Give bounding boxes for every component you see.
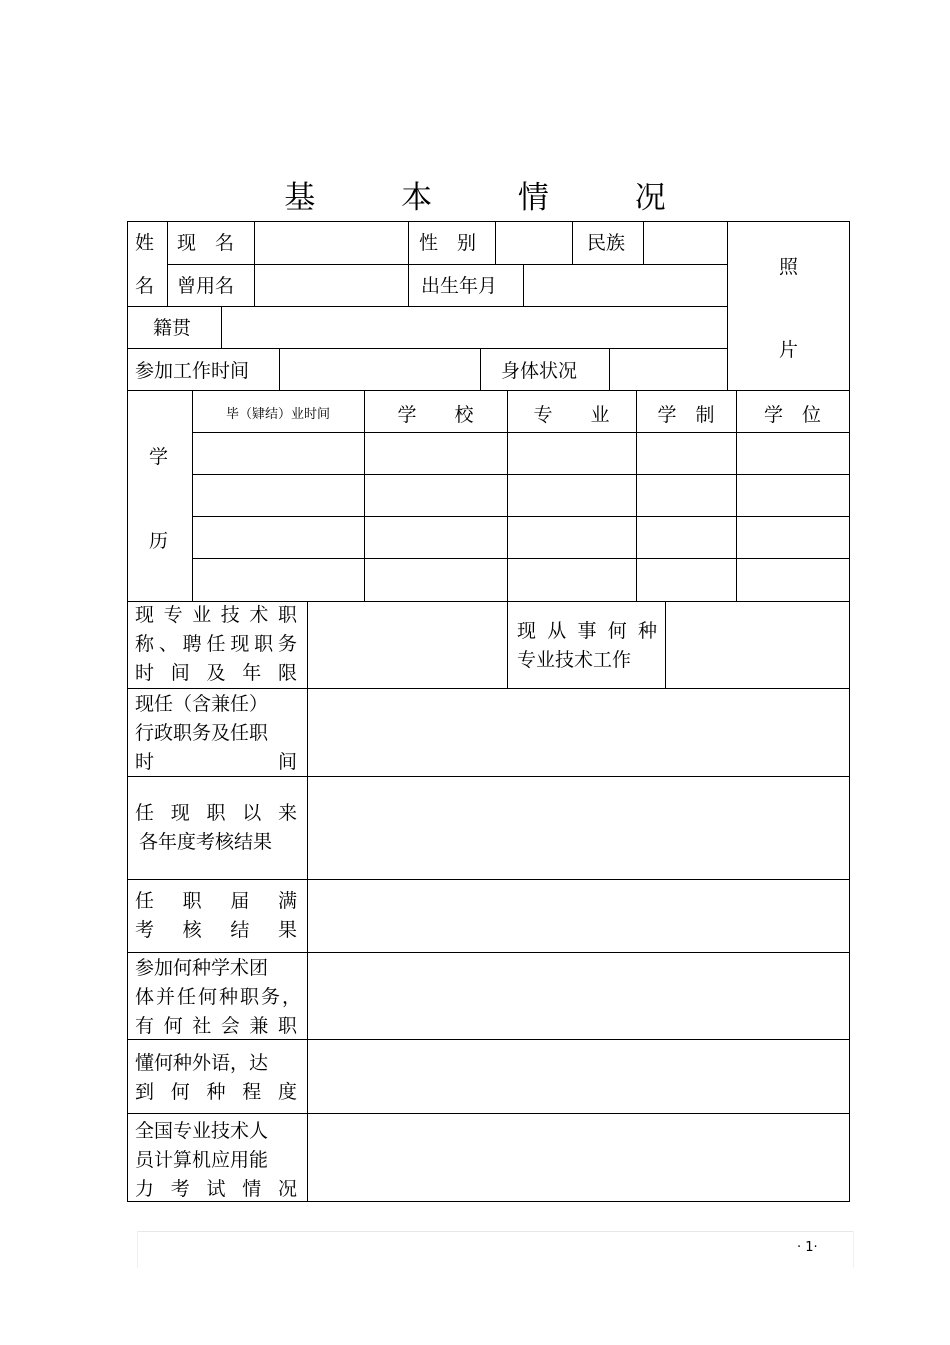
academic-label-2: 体并任何种职务， (135, 986, 301, 1008)
title-tenure-label-2: 称、聘任现职务 (135, 633, 297, 655)
term-review-label: 任 职 届 满 (135, 890, 297, 912)
title-tenure-label-3: 时 间 及 年 限 (135, 662, 297, 684)
degree-header: 学 位 (763, 404, 821, 426)
former-name-label: 曾用名 (177, 275, 235, 297)
work-start-label: 参加工作时间 (135, 360, 250, 382)
health-label: 身体状况 (501, 360, 578, 382)
annual-review-label-2: 各年度考核结果 (139, 831, 273, 853)
photo-label-2: 片 (779, 339, 799, 361)
gender-label: 性 别 (419, 232, 477, 254)
language-label-2: 到 何 种 程 度 (135, 1081, 297, 1103)
ethnicity-label: 民族 (587, 232, 626, 254)
native-place-label: 籍贯 (153, 317, 192, 339)
academic-label: 参加何种学术团 (135, 957, 269, 979)
education-label-2: 历 (149, 530, 169, 552)
computer-exam-label-3: 力 考 试 情 况 (135, 1178, 297, 1200)
page-footer (137, 1231, 854, 1268)
photo-label: 照 (779, 256, 799, 278)
term-review-label-2: 考 核 结 果 (135, 919, 297, 941)
page-title: 基 本 情 况 (284, 180, 704, 216)
duration-header: 学 制 (657, 404, 715, 426)
computer-exam-label-2: 员计算机应用能 (135, 1149, 269, 1171)
school-header: 学 校 (397, 404, 474, 426)
basic-info-form (127, 221, 850, 1202)
admin-post-label-2: 行政职务及任职 (135, 722, 269, 744)
tech-work-label-2: 专业技术工作 (517, 649, 632, 671)
admin-post-label-3: 时 间 (135, 751, 297, 773)
page-number: · 1· (797, 1240, 818, 1255)
birth-label: 出生年月 (421, 275, 498, 297)
language-label: 懂何种外语，达 (135, 1052, 269, 1074)
grad-time-header: 毕（肄结）业时间 (225, 407, 330, 422)
tech-work-label: 现从事何种 (517, 620, 657, 642)
title-tenure-label: 现专业技术职 (135, 604, 297, 626)
education-label: 学 (149, 446, 169, 468)
computer-exam-label: 全国专业技术人 (135, 1120, 269, 1142)
academic-label-3: 有何社会兼职 (135, 1015, 297, 1037)
admin-post-label: 现任（含兼任） (135, 693, 269, 715)
name-group-label-2: 名 (135, 275, 155, 297)
annual-review-label: 任 现 职 以 来 (135, 802, 297, 824)
name-group-label: 姓 (135, 232, 155, 254)
current-name-label: 现 名 (177, 232, 235, 254)
major-header: 专 业 (533, 404, 610, 426)
